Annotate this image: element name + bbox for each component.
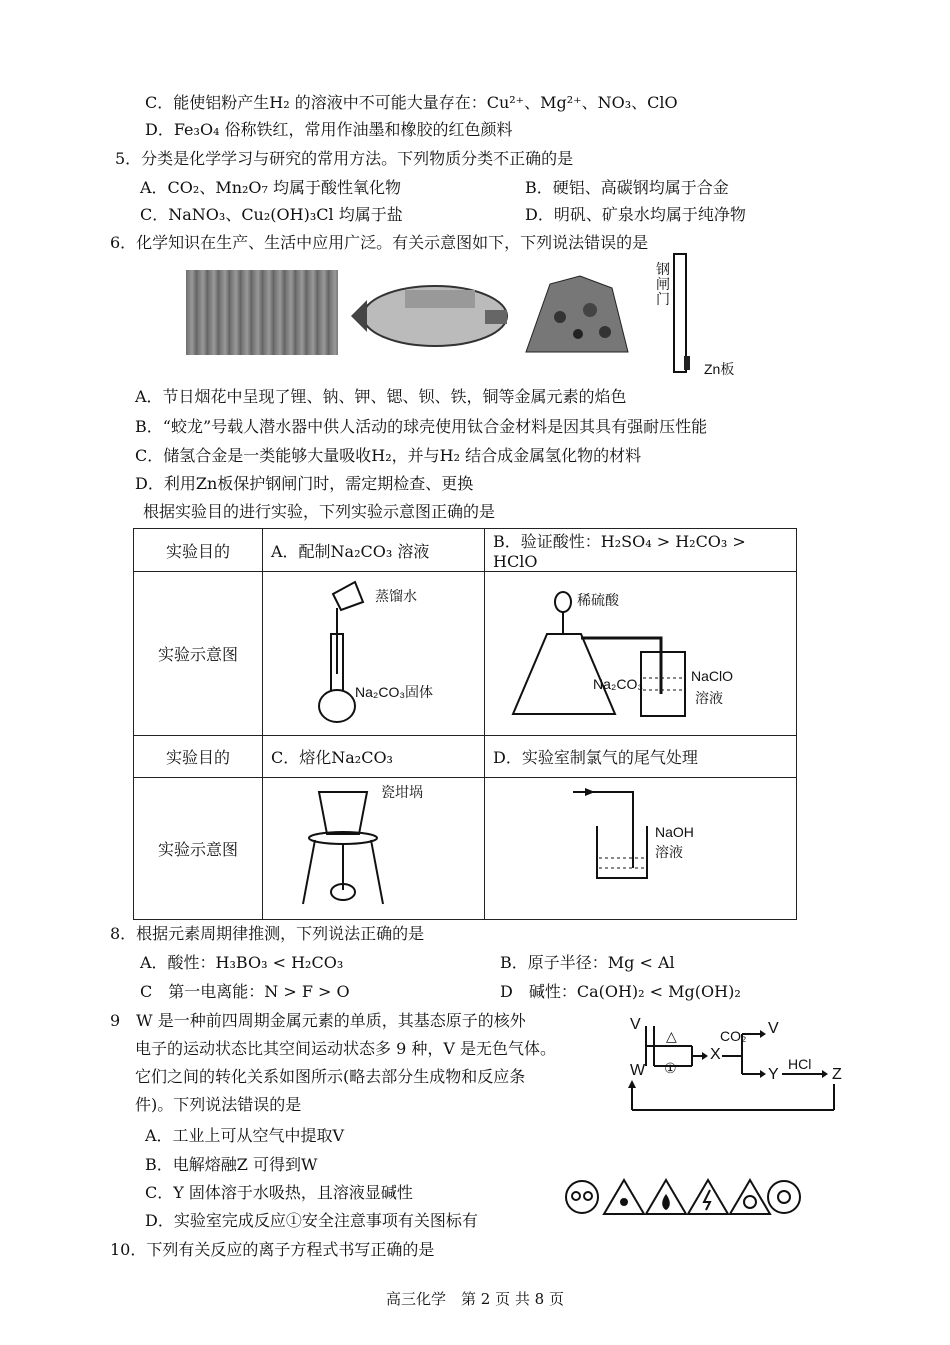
exp-c-figure xyxy=(263,778,485,920)
q6-option-c: C．储氢合金是一类能够大量吸收H₂，并与H₂ 结合成金属氢化物的材料 xyxy=(135,446,642,465)
diagram-co2: CO₂ xyxy=(720,1028,747,1044)
q8-option-a: A．酸性：H₃BO₃ < H₂CO₃ xyxy=(140,953,344,972)
q8-option-b: B．原子半径：Mg < Al xyxy=(500,953,675,972)
purpose-header-1: 实验目的 xyxy=(134,529,263,572)
hand-wash-icon xyxy=(604,1180,644,1214)
crucible-on-tripod-figure xyxy=(263,780,468,918)
fireworks-photo xyxy=(186,270,338,355)
purpose-header-2: 实验目的 xyxy=(134,736,263,778)
q10-stem: 10．下列有关反应的离子方程式书写正确的是 xyxy=(110,1240,435,1259)
exp-c-title: C．熔化Na₂CO₃ xyxy=(263,736,485,778)
diagram-w: W xyxy=(630,1062,646,1079)
q6-option-d: D．利用Zn板保护钢闸门时，需定期检查、更换 xyxy=(135,474,474,493)
q8-stem: 8．根据元素周期律推测，下列说法正确的是 xyxy=(110,924,425,943)
q9-line-3: 它们之间的转化关系如图所示(略去部分生成物和反应条 xyxy=(135,1067,526,1086)
diagram-v2: V xyxy=(768,1020,779,1037)
diagram-reaction-1: ① xyxy=(664,1060,677,1076)
naclo-solution-label: 溶液 xyxy=(695,690,723,706)
q7-experiment-table xyxy=(133,528,797,920)
volumetric-flask-figure xyxy=(263,574,468,734)
naclo-label: NaClO xyxy=(691,668,734,684)
electric-icon xyxy=(688,1180,728,1214)
q5-option-b: B．硬铝、高碳钢均属于合金 xyxy=(525,178,729,197)
q5-option-c: C．NaNO₃、Cu₂(OH)₃Cl 均属于盐 xyxy=(140,205,403,224)
safety-icons-row xyxy=(562,1174,802,1220)
diagram-x: X xyxy=(710,1046,721,1063)
q9-line-2: 电子的运动状态比其空间运动状态多 9 种，V 是无色气体。 xyxy=(135,1039,556,1058)
tail-gas-absorption-figure xyxy=(485,780,795,918)
porcelain-crucible-label: 瓷坩埚 xyxy=(381,784,423,800)
figure-header-2: 实验示意图 xyxy=(134,778,263,920)
gate-label: 钢闸门 xyxy=(656,261,670,307)
diagram-y: Y xyxy=(768,1066,779,1083)
exp-d-title: D．实验室制氯气的尾气处理 xyxy=(485,736,797,778)
q4-option-d: D．Fe₃O₄ 俗称铁红，常用作油墨和橡胶的红色颜料 xyxy=(145,120,513,139)
q9-line-4: 件)。下列说法错误的是 xyxy=(135,1095,302,1114)
diagram-heat: △ xyxy=(666,1028,677,1044)
q5-option-a: A．CO₂、Mn₂O₇ 均属于酸性氧化物 xyxy=(140,178,402,197)
q9-option-b: B．电解熔融Z 可得到W xyxy=(145,1155,318,1174)
q9-line-1: 9 W 是一种前四周期金属元素的单质，其基态原子的核外 xyxy=(110,1011,526,1030)
acid-strength-apparatus xyxy=(485,574,795,734)
q6-option-a: A．节日烟花中呈现了锂、钠、钾、锶、钡、铁，铜等金属元素的焰色 xyxy=(135,387,627,406)
diagram-z: Z xyxy=(832,1066,842,1083)
q8-option-d: D 碱性：Ca(OH)₂ < Mg(OH)₂ xyxy=(500,982,741,1001)
q9-option-c: C．Y 固体溶于水吸热，且溶液显碱性 xyxy=(145,1183,413,1202)
naoh-solution-label: 溶液 xyxy=(655,844,683,860)
q6-option-b: B．“蛟龙”号载人潜水器中供人活动的球壳使用钛合金材料是因其具有强耐压性能 xyxy=(135,417,708,436)
na2co3-label: Na₂CO₃ xyxy=(593,676,644,692)
q5-option-d: D．明矾、矿泉水均属于纯净物 xyxy=(525,205,746,224)
exp-b-title: B．验证酸性：H₂SO₄ > H₂CO₃ > HClO xyxy=(485,529,797,572)
diagram-hcl: HCl xyxy=(788,1056,812,1072)
dilute-sulfuric-acid-label: 稀硫酸 xyxy=(577,592,619,608)
naoh-label: NaOH xyxy=(655,824,694,840)
q9-option-d: D．实验室完成反应①安全注意事项有关图标有 xyxy=(145,1211,478,1230)
q8-option-c: C 第一电离能：N > F > O xyxy=(140,982,350,1001)
flammable-icon xyxy=(646,1180,686,1214)
q9-option-a: A．工业上可从空气中提取V xyxy=(145,1126,345,1145)
exp-b-figure xyxy=(485,572,797,736)
hot-surface-icon xyxy=(768,1181,800,1213)
figure-header-1: 实验示意图 xyxy=(134,572,263,736)
zn-plate-label: Zn板 xyxy=(704,361,735,377)
q7-stem: 根据实验目的进行实验，下列实验示意图正确的是 xyxy=(143,502,496,521)
exp-a-title: A．配制Na₂CO₃ 溶液 xyxy=(263,529,485,572)
page-footer: 高三化学 第 2 页 共 8 页 xyxy=(386,1290,564,1308)
q5-stem: 5．分类是化学学习与研究的常用方法。下列物质分类不正确的是 xyxy=(115,149,574,168)
distilled-water-label: 蒸馏水 xyxy=(375,589,417,605)
exp-d-figure xyxy=(485,778,797,920)
q4-option-c: C．能使铝粉产生H₂ 的溶液中不可能大量存在：Cu²⁺、Mg²⁺、NO₃、ClO xyxy=(145,93,678,112)
na2co3-solid-label: Na₂CO₃固体 xyxy=(355,684,434,700)
exp-a-figure xyxy=(263,572,485,736)
goggles-icon xyxy=(566,1181,598,1213)
diagram-v: V xyxy=(630,1016,641,1033)
q6-stem: 6．化学知识在生产、生活中应用广泛。有关示意图如下，下列说法错误的是 xyxy=(110,233,649,252)
submarine-photo xyxy=(345,270,520,358)
hydrogen-alloy-photo xyxy=(520,272,632,354)
ventilation-icon xyxy=(730,1180,770,1214)
